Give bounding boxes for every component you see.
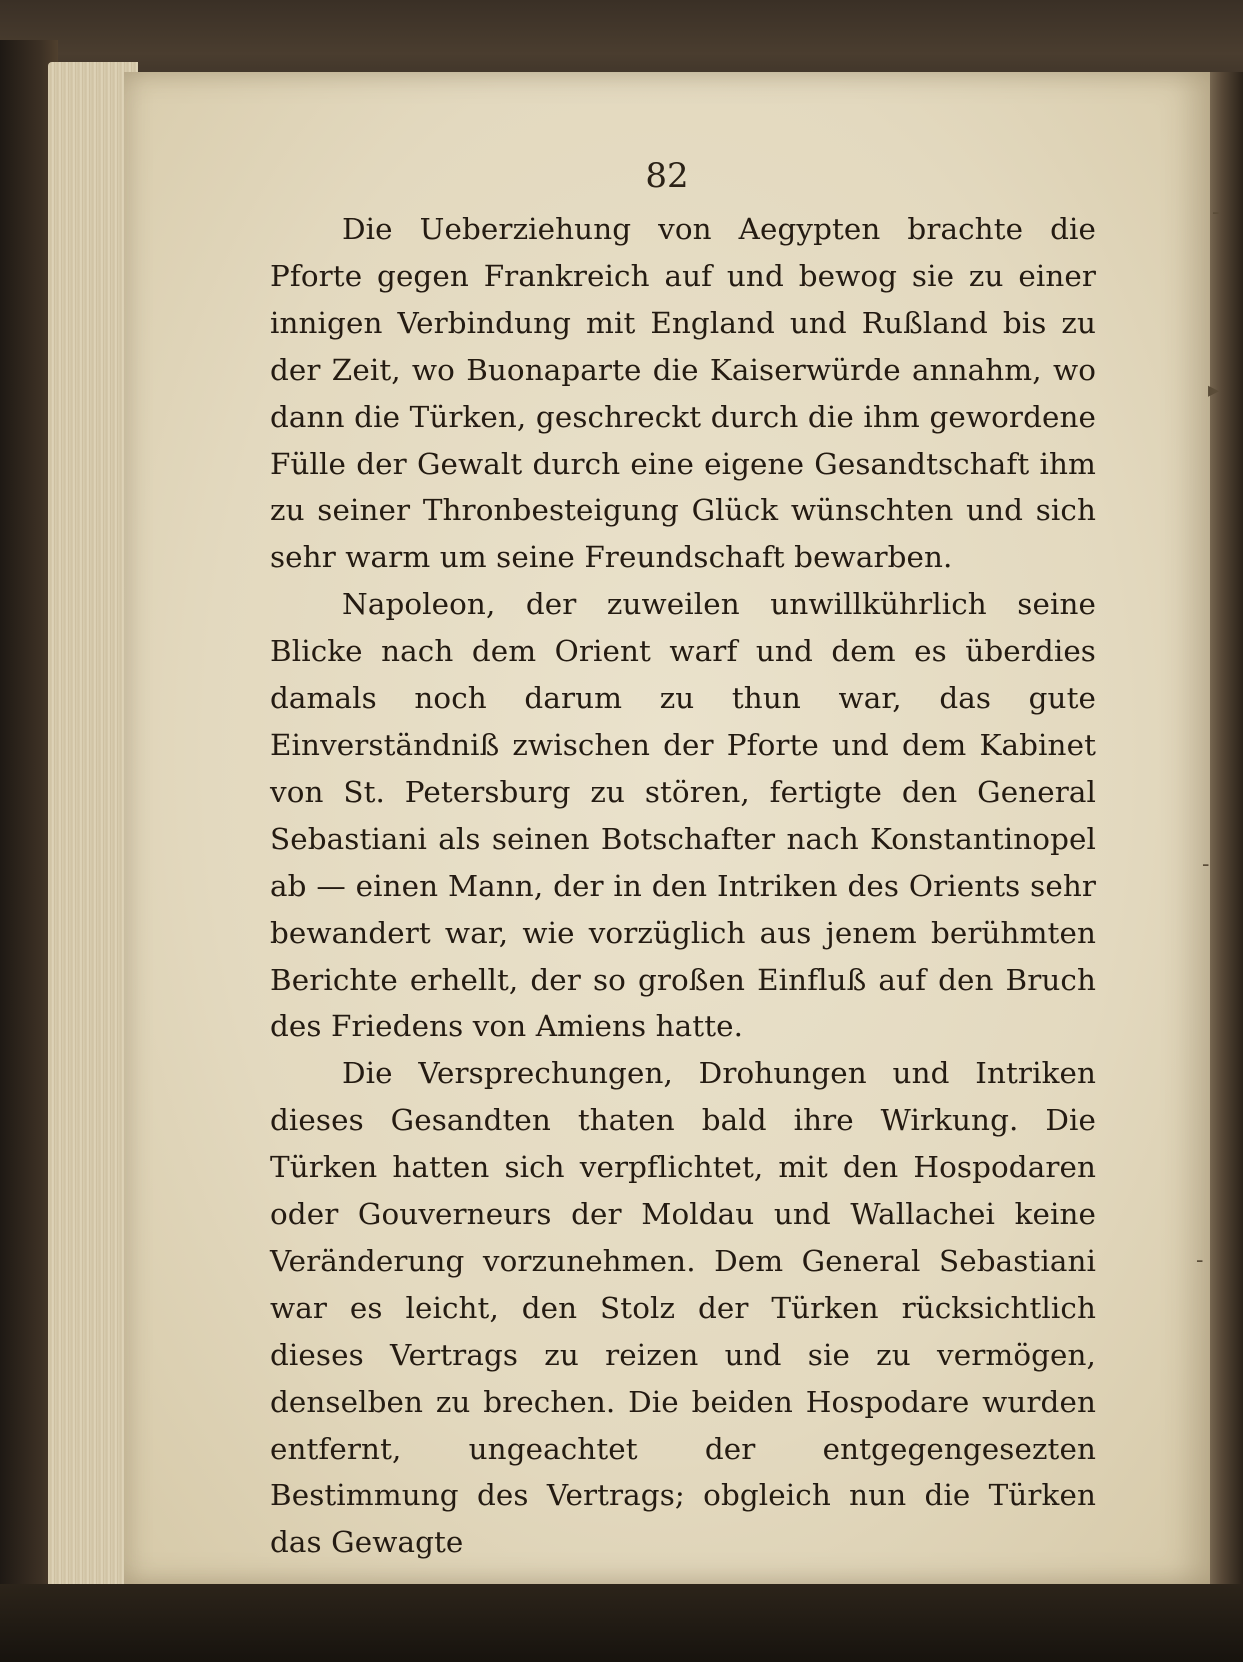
- margin-arrow-mark: ▸: [1208, 378, 1220, 403]
- margin-tick-mark: -: [1212, 200, 1220, 225]
- margin-tick-mark: -: [1202, 852, 1210, 877]
- book-cover-bottom: [0, 1584, 1243, 1662]
- paragraph-3: Die Versprechungen, Drohungen und Intriken dieses Gesandten thaten bald ihre Wirkung. Die Türken hatten sich verpflichtet, mit den Hospodaren oder Gouverneurs der Moldau und Wallachei keine Veränderung vorzunehmen. Dem General Sebastiani war es leicht, den Stolz der Türken rücksichtlich dieses Vertrags zu reizen und sie zu vermögen, denselben zu brechen. Die beiden Hospodare wurden entfernt, ungeachtet der entgegengesezten Bestimmung des Vertrags; obgleich nun die Türken das Gewagte: [270, 1056, 1096, 1560]
- margin-tick-mark: -: [1196, 1248, 1204, 1273]
- page-text: [270, 206, 1096, 1566]
- book-page: [124, 72, 1210, 1584]
- paragraph-1: Die Ueberziehung von Aegypten brachte die Pforte gegen Frankreich auf und bewog sie zu einer innigen Verbindung mit England und Rußland bis zu der Zeit, wo Buonaparte die Kaiserwürde annahm, wo dann die Türken, geschreckt durch die ihm gewordene Fülle der Gewalt durch eine eigene Gesandtschaft ihm zu seiner Thronbesteigung Glück wünschten und sich sehr warm um seine Freundschaft bewarben.: [270, 212, 1096, 575]
- paragraph-2: Napoleon, der zuweilen unwillkührlich seine Blicke nach dem Orient warf und dem es überdies damals noch darum zu thun war, das gute Einverständniß zwischen der Pforte und dem Kabinet von St. Petersburg zu stören, fertigte den General Sebastiani als seinen Botschafter nach Konstantinopel ab — einen Mann, der in den Intriken des Orients sehr bewandert war, wie vorzüglich aus jenem berühmten Berichte erhellt, der so großen Einfluß auf den Bruch des Friedens von Amiens hatte.: [270, 587, 1096, 1044]
- page-number: 82: [645, 156, 689, 196]
